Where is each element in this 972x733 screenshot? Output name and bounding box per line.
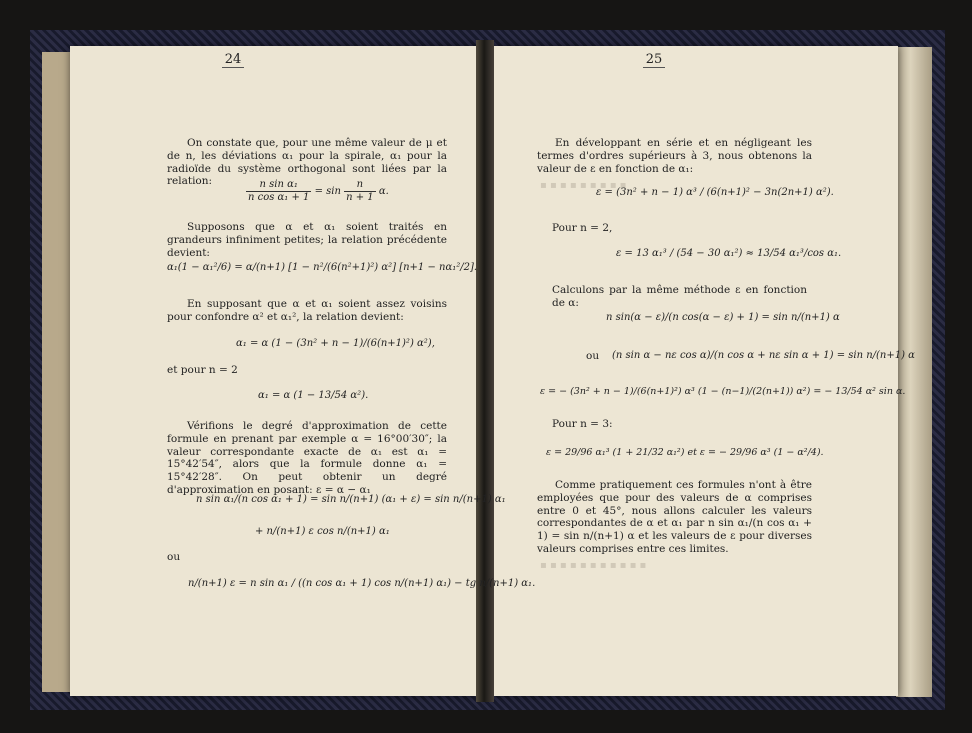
paragraph: Supposons que α et α₁ soient traités en grandeurs infiniment petites; la relation précédente devient: bbox=[167, 221, 447, 259]
paragraph: On constate que, pour une même valeur de μ et de n, les déviations α₁ pour la spirale, α₁ pour la radioïde du système orthogonal sont liées par la relation: bbox=[167, 137, 447, 188]
paragraph: Vérifions le degré d'approximation de cette formule en prenant par exemple α = 16°00′30″; la valeur correspondante exacte de α₁ est α₁ = 15°42′54″, alors que la formule donne α₁ = 15°42′28″. On peut obtenir un degré d'approximation en posant: ε = α − α₁ bbox=[167, 420, 447, 496]
show-through-text: ▪ ▪ ▪ ▪ ▪ ▪ ▪ ▪ ▪ bbox=[540, 180, 627, 191]
paragraph: ou bbox=[167, 551, 181, 563]
equation: + n/(n+1) ε cos n/(n+1) α₁ bbox=[255, 526, 390, 537]
paragraph: En supposant que α et α₁ soient assez voisins pour confondre α² et α₁², la relation devient: bbox=[167, 298, 447, 323]
equation: $\frac{\text{n sin α₁}}{\text{n cos α₁ + 1}}$ = sin $\frac{n}{n + 1}$ α. bbox=[248, 179, 389, 203]
page-number: 25 bbox=[634, 52, 674, 67]
paragraph: ou bbox=[586, 350, 600, 362]
paragraph: Comme pratiquement ces formules n'ont à être employées que pour des valeurs de α comprises entre 0 et 45°, nous allons calculer les valeurs correspondantes de α et α₁ par n sin α₁/(n cos α₁ + 1) = sin n/(n+1) α et les valeurs de ε pour diverses valeurs comprises entre ces limites. bbox=[537, 479, 812, 555]
paragraph: Pour n = 2, bbox=[552, 222, 613, 234]
paragraph: Pour n = 3: bbox=[552, 418, 613, 430]
equation: ε = − (3n² + n − 1)/(6(n+1)²) α³ (1 − (n−1)/(2(n+1)) α²) = − 13/54 α² sin α. bbox=[540, 386, 906, 397]
equation: ε = 13 α₁³ / (54 − 30 α₁²) ≈ 13/54 α₁³/cos α₁. bbox=[616, 248, 842, 259]
cover-edge bbox=[42, 52, 72, 692]
page-edges bbox=[896, 47, 932, 697]
equation: n sin α₁/(n cos α₁ + 1) = sin n/(n+1) (α₁ + ε) = sin n/(n+1) α₁ bbox=[196, 494, 506, 505]
book-gutter bbox=[476, 40, 494, 702]
equation: n/(n+1) ε = n sin α₁ / ((n cos α₁ + 1) cos n/(n+1) α₁) − tg n/(n+1) α₁. bbox=[188, 578, 536, 589]
equation: α₁ = α (1 − 13/54 α²). bbox=[258, 390, 369, 401]
paragraph: Calculons par la même méthode ε en fonction de α: bbox=[552, 284, 807, 309]
paragraph: En développant en série et en négligeant les termes d'ordres supérieurs à 3, nous obtenons la valeur de ε en fonction de α₁: bbox=[537, 137, 812, 175]
equation: (n sin α − nε cos α)/(n cos α + nε sin α + 1) = sin n/(n+1) α bbox=[612, 350, 915, 361]
equation: α₁ = α (1 − (3n² + n − 1)/(6(n+1)²) α²), bbox=[236, 338, 435, 349]
equation: ε = (3n² + n − 1) α³ / (6(n+1)² − 3n(2n+1) α²). bbox=[596, 187, 834, 198]
equation: α₁(1 − α₁²/6) = α/(n+1) [1 − n²/(6(n²+1)²) α²] [n+1 − nα₁²/2]. bbox=[167, 262, 478, 273]
page-number: 24 bbox=[213, 52, 253, 67]
show-through-text: ▪ ▪ ▪ ▪ ▪ ▪ ▪ ▪ ▪ ▪ ▪ bbox=[540, 560, 647, 571]
paragraph: et pour n = 2 bbox=[167, 364, 238, 376]
equation: ε = 29/96 α₁³ (1 + 21/32 α₁²) et ε = − 29/96 α³ (1 − α²/4). bbox=[546, 447, 824, 458]
equation: n sin(α − ε)/(n cos(α − ε) + 1) = sin n/(n+1) α bbox=[606, 312, 840, 323]
